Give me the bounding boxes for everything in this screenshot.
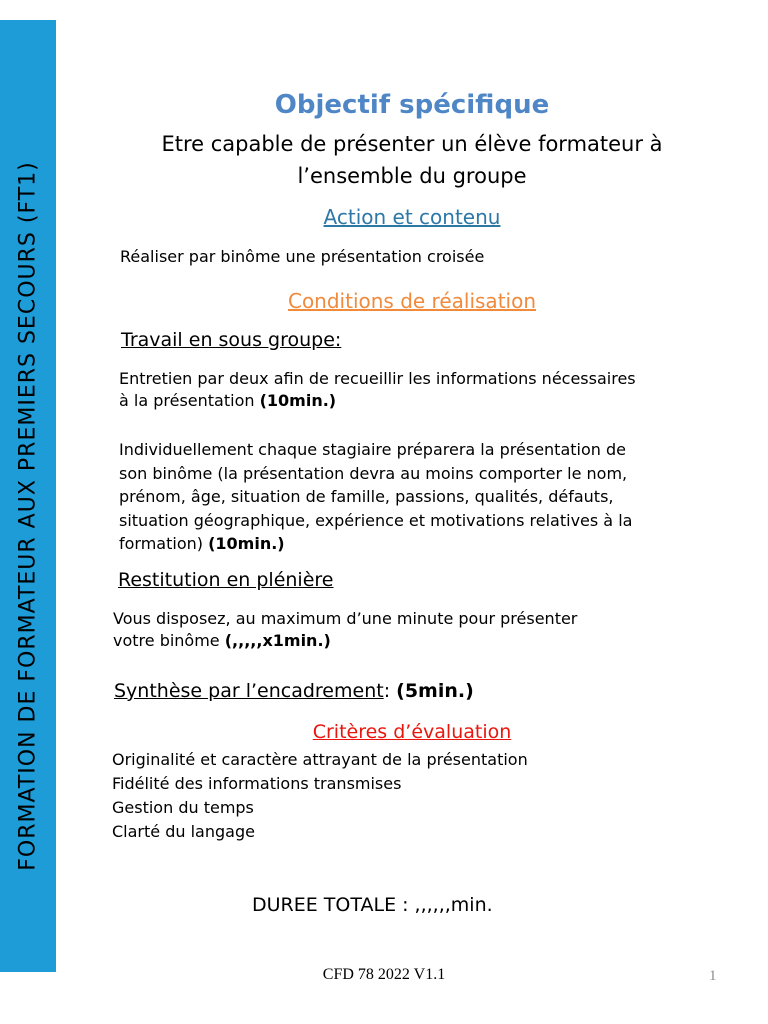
indiv-line-3: prénom, âge, situation de famille, passions, qualités, défauts, (119, 487, 614, 506)
entretien-paragraph (119, 368, 636, 412)
sidebar-vertical-title: FORMATION DE FORMATEUR AUX PREMIERS SECOURS (FT1) (15, 161, 41, 871)
sidebar-band (0, 20, 56, 972)
restitution-heading: Restitution en plénière (118, 569, 334, 591)
individuel-paragraph (119, 438, 632, 556)
restitution-line-1: Vous disposez, au maximum d’une minute pour présenter (113, 609, 578, 628)
action-heading: Action et contenu (323, 205, 501, 229)
indiv-line-4: situation géographique, expérience et motivations relatives à la (119, 510, 633, 530)
synthese-line: Synthèse par l’encadrement: (5min.) (114, 680, 474, 702)
objective-text (56, 128, 768, 192)
criteres-heading: Critères d’évaluation (312, 721, 512, 743)
travail-heading: Travail en sous groupe: (121, 329, 342, 351)
page-title: Objectif spécifique (274, 90, 550, 120)
restitution-paragraph (113, 608, 577, 652)
indiv-time: (10min.) (208, 534, 285, 553)
indiv-line-1: Individuellement chaque stagiaire préparera la présentation de (119, 440, 626, 459)
synthese-heading: Synthèse par l’encadrement (114, 680, 384, 702)
objective-line-1: Etre capable de présenter un élève formateur à (161, 132, 663, 156)
critere-item: Fidélité des informations transmises (112, 774, 402, 793)
action-text: Réaliser par binôme une présentation croisée (120, 247, 485, 266)
synthese-time: (5min.) (396, 680, 474, 702)
critere-item: Gestion du temps (112, 798, 254, 817)
entretien-time: (10min.) (259, 391, 337, 410)
entretien-line-2: à la présentation (10min.) (119, 391, 337, 410)
conditions-heading: Conditions de réalisation (287, 289, 537, 313)
critere-item: Clarté du langage (112, 822, 255, 841)
objective-line-2: l’ensemble du groupe (297, 164, 527, 188)
duree-totale: DUREE TOTALE : ,,,,,,min. (252, 894, 493, 916)
indiv-line-5: formation) (10min.) (119, 534, 285, 553)
entretien-line-1: Entretien par deux afin de recueillir les informations nécessaires (119, 369, 636, 388)
page-number: 1 (709, 968, 717, 984)
footer-text: CFD 78 2022 V1.1 (322, 966, 446, 983)
criteres-list (112, 748, 528, 844)
indiv-line-2: son binôme (la présentation devra au moins comporter le nom, (119, 463, 628, 483)
restitution-line-2: votre binôme (,,,,,x1min.) (113, 631, 331, 650)
restitution-time: (,,,,,x1min.) (224, 631, 331, 650)
critere-item: Originalité et caractère attrayant de la présentation (112, 750, 528, 769)
